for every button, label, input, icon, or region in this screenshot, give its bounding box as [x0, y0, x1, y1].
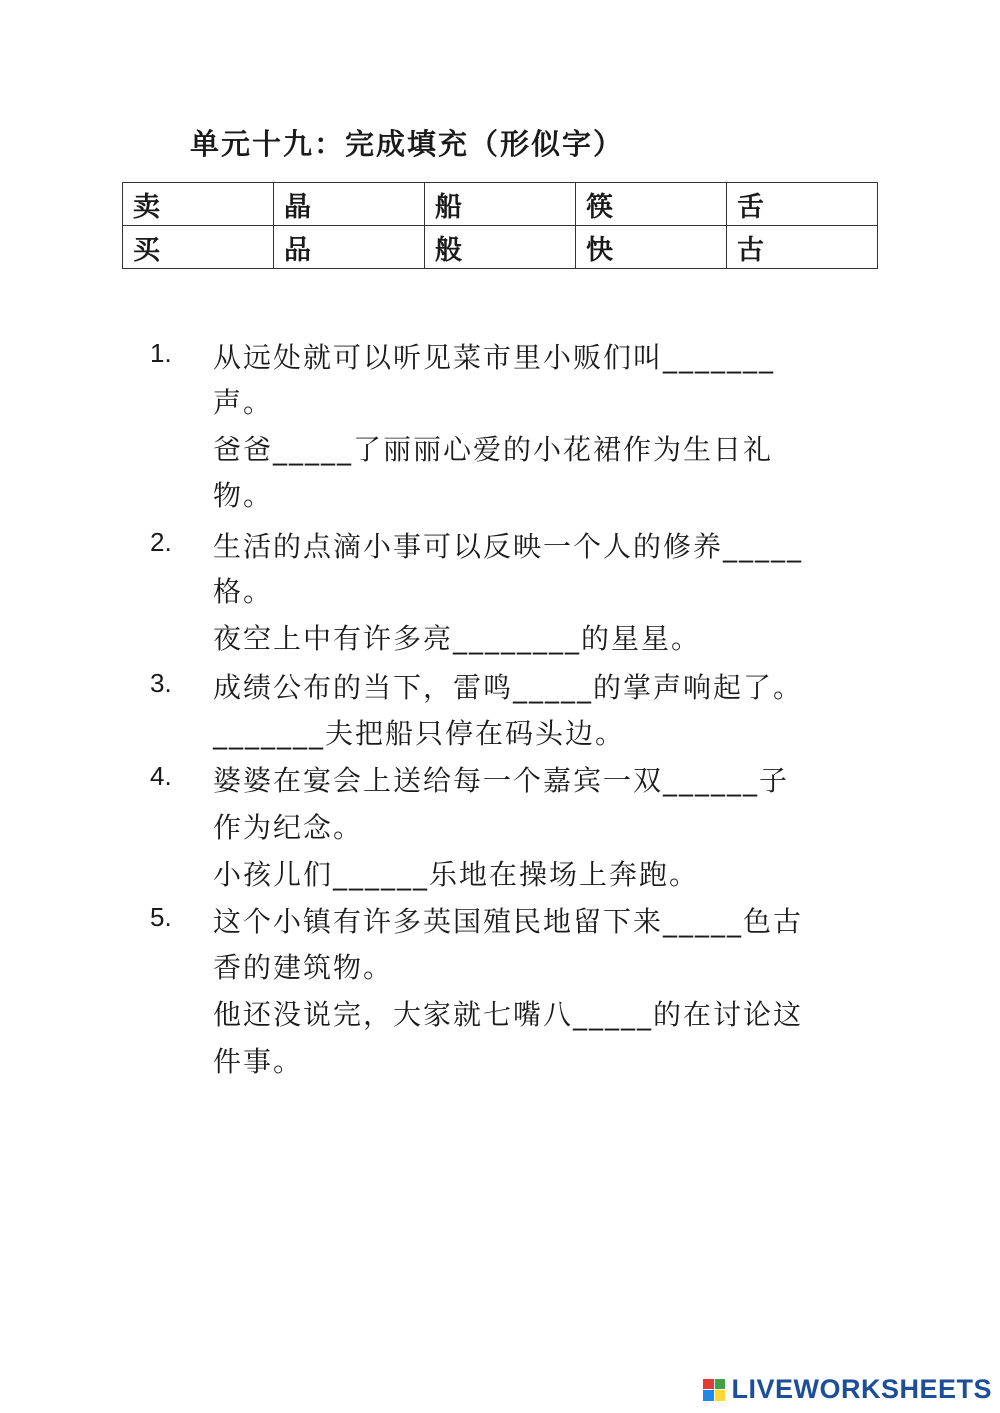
table-cell: 快	[576, 226, 727, 269]
question-line: 香的建筑物。	[213, 951, 394, 984]
question-line: 夜空上中有许多亮________的星星。	[213, 622, 702, 655]
question-line: 作为纪念。	[213, 811, 364, 844]
question-line: 爸爸_____了丽丽心爱的小花裙作为生日礼	[213, 433, 774, 466]
table-cell: 筷	[576, 183, 727, 226]
question-number: 5.	[150, 902, 172, 932]
table-cell: 船	[425, 183, 576, 226]
logo-square	[715, 1390, 726, 1401]
table-row	[123, 183, 878, 226]
logo-square	[703, 1379, 714, 1390]
table-cell: 品	[274, 226, 425, 269]
question-line: 声。	[213, 386, 274, 419]
character-table	[122, 182, 878, 269]
question-line: 物。	[213, 479, 274, 512]
table-cell: 舌	[727, 183, 878, 226]
question-line: 件事。	[213, 1045, 304, 1078]
brand-name: LIVEWORKSHEETS	[731, 1374, 992, 1404]
question-number: 2.	[150, 527, 172, 557]
question-number: 4.	[150, 761, 172, 791]
table-cell: 晶	[274, 183, 425, 226]
question-line: 生活的点滴小事可以反映一个人的修养_____	[213, 530, 804, 563]
question-line: 成绩公布的当下，雷鸣_____的掌声响起了。	[213, 671, 804, 704]
logo-square	[715, 1379, 726, 1390]
logo-square	[703, 1390, 714, 1401]
liveworksheets-logo[interactable]	[703, 1374, 992, 1405]
table-cell: 古	[727, 226, 878, 269]
question-line: 格。	[213, 575, 274, 608]
question-line: 这个小镇有许多英国殖民地留下来_____色古	[213, 905, 804, 938]
table-row	[123, 226, 878, 269]
question-number: 3.	[150, 668, 172, 698]
table-cell: 买	[123, 226, 274, 269]
question-number: 1.	[150, 338, 172, 368]
logo-squares-icon	[703, 1379, 725, 1401]
table-cell: 卖	[123, 183, 274, 226]
question-line: 从远处就可以听见菜市里小贩们叫_______	[213, 341, 776, 374]
question-line: 婆婆在宴会上送给每一个嘉宾一双______子	[213, 764, 790, 797]
question-line: 他还没说完，大家就七嘴八_____的在讨论这	[213, 998, 804, 1031]
table-cell: 般	[425, 226, 576, 269]
page-title: 单元十九：完成填充（形似字）	[190, 127, 625, 161]
question-line: _______夫把船只停在码头边。	[213, 717, 626, 750]
question-line: 小孩儿们______乐地在操场上奔跑。	[213, 858, 700, 891]
